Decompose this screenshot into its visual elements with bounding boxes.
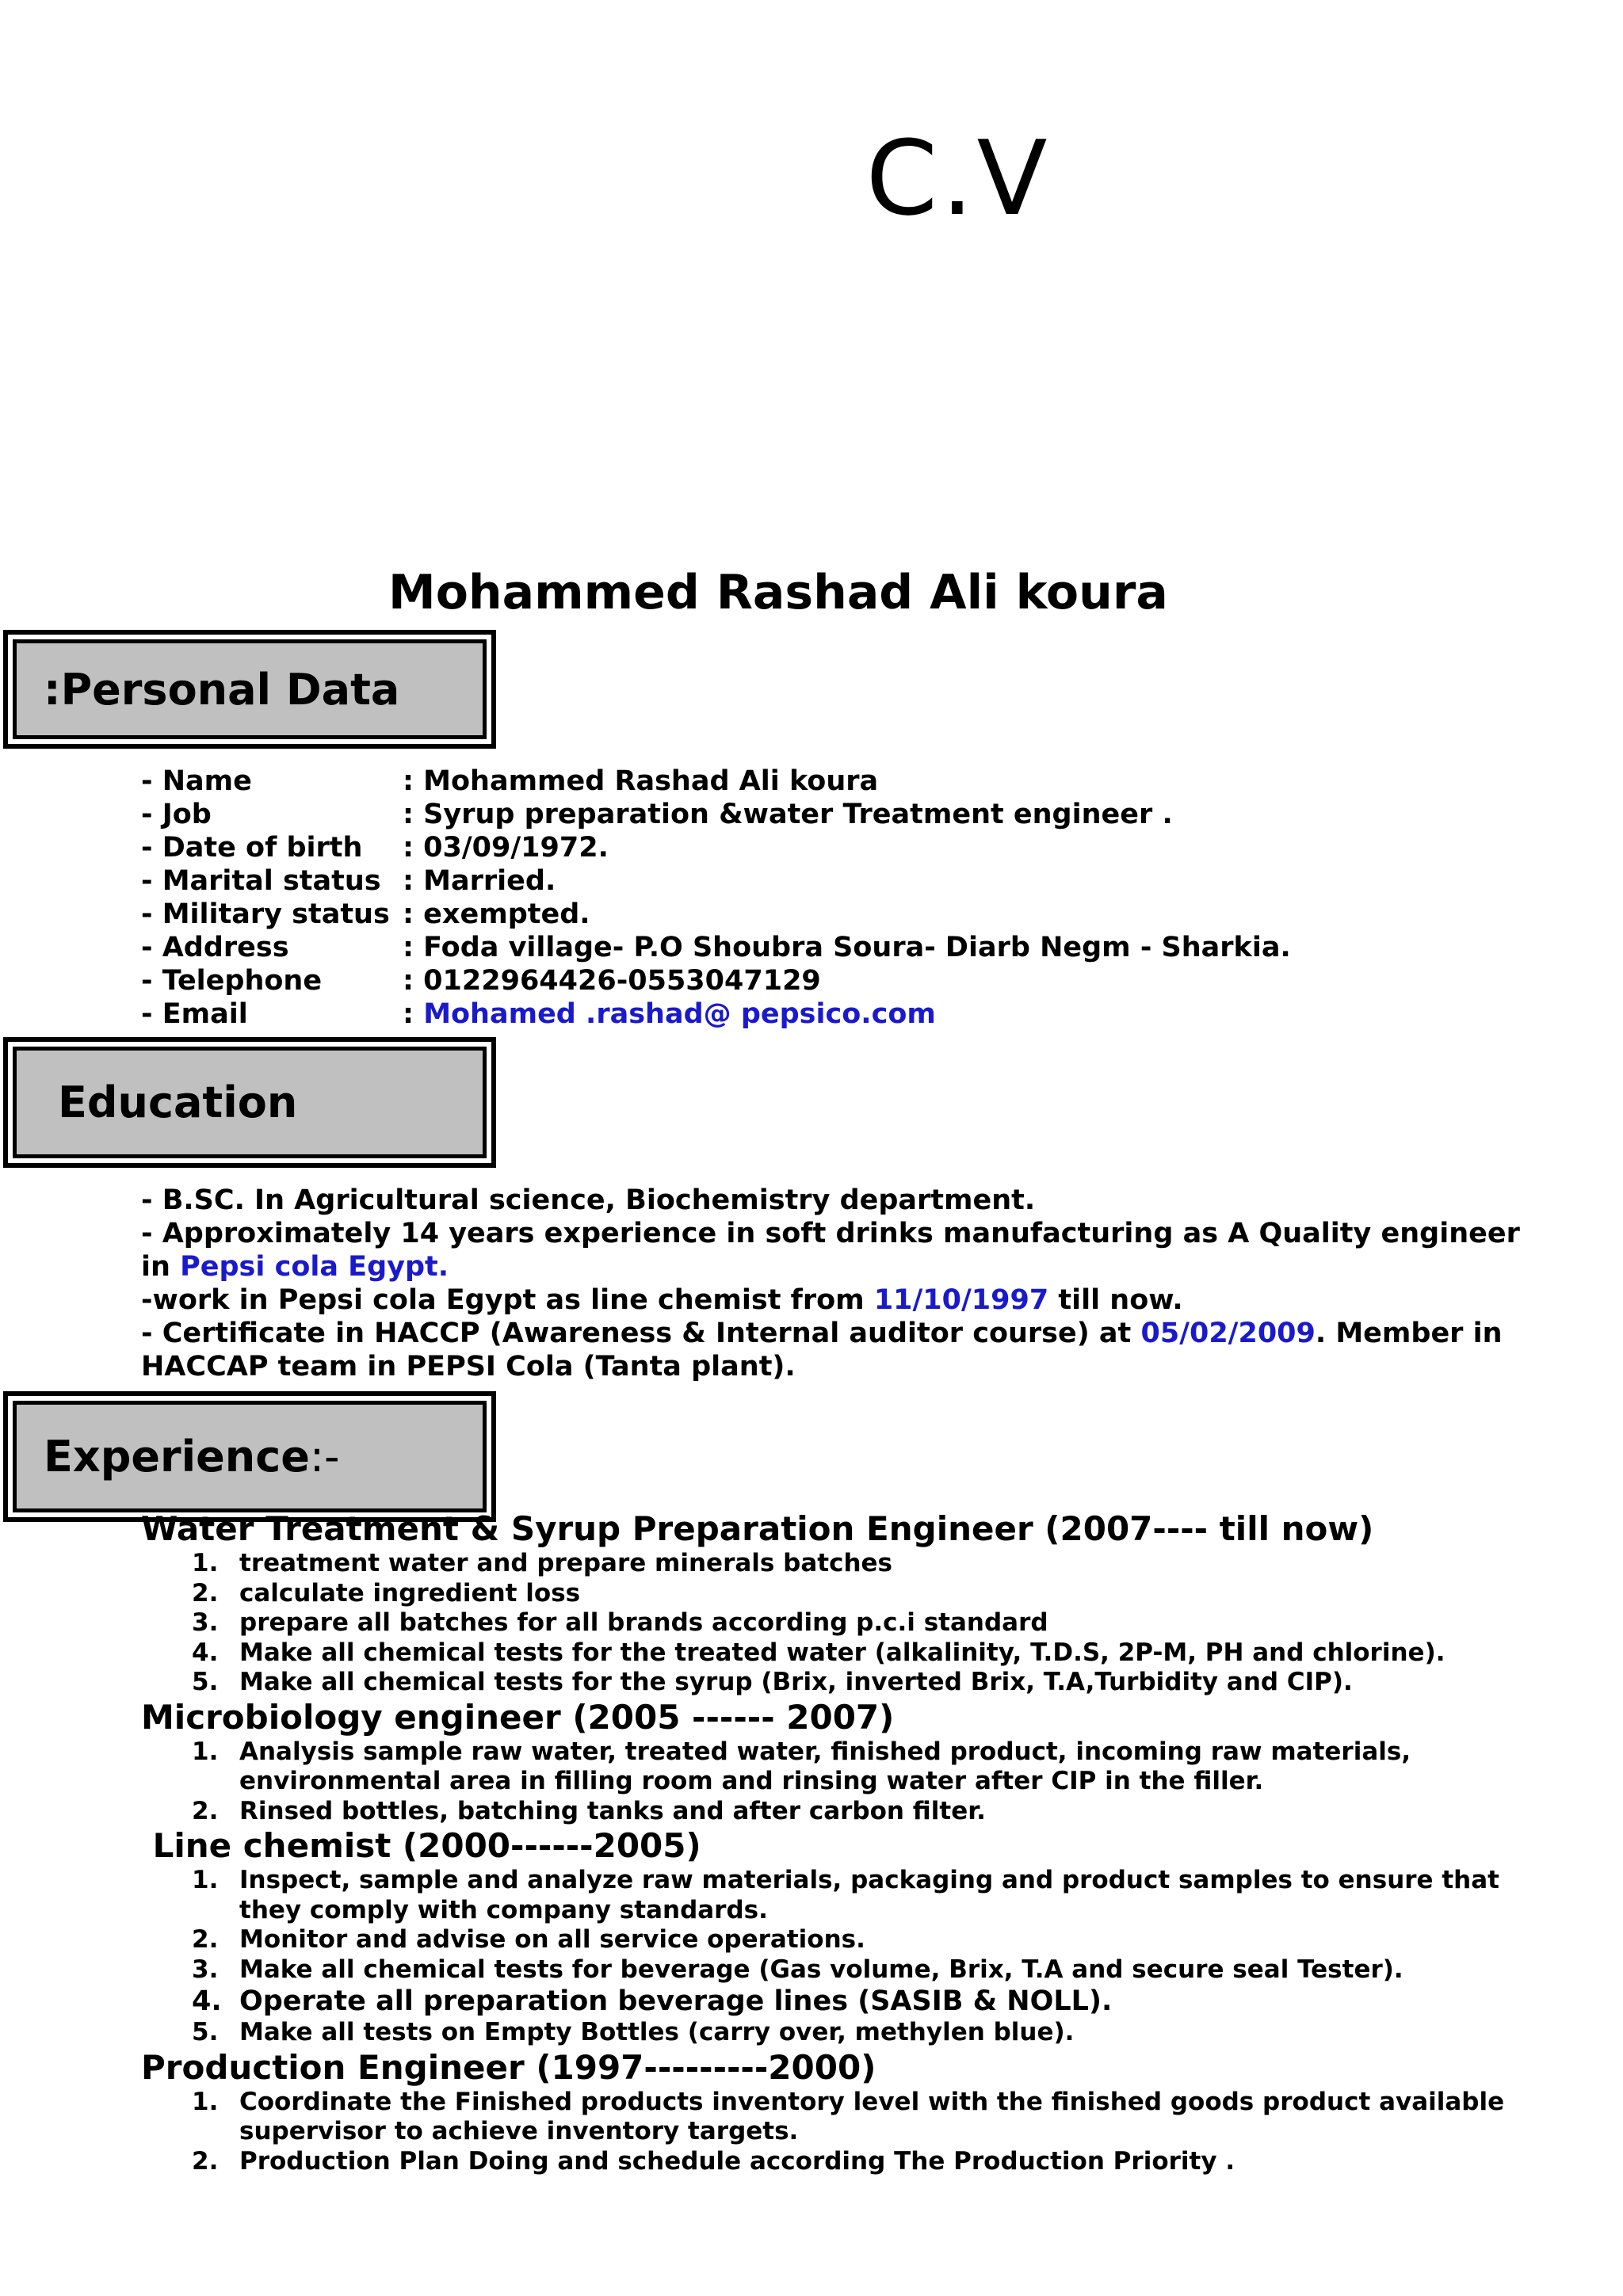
list-item <box>141 2147 1568 2177</box>
personal-row-date-of-birth <box>141 831 1291 864</box>
education-highlight: 11/10/1997 <box>873 1284 1049 1316</box>
education-text: till now. <box>1048 1284 1183 1316</box>
list-item <box>141 1866 1568 1925</box>
personal-label: - Job <box>141 799 212 830</box>
list-number: 2. <box>192 1578 219 1608</box>
list-number: 1. <box>192 2087 219 2116</box>
list-item <box>141 2088 1568 2147</box>
list-number: 1. <box>192 1549 219 1577</box>
personal-row-marital-status <box>141 864 1291 898</box>
personal-value: : 03/09/1972. <box>403 832 609 864</box>
list-number: 1. <box>192 1737 219 1766</box>
job-title: Microbiology engineer (2005 ------ 2007) <box>141 1697 895 1737</box>
education-line <box>141 1283 1536 1317</box>
list-item <box>141 1668 1568 1698</box>
personal-value <box>403 997 936 1031</box>
list-text: Make all tests on Empty Bottles (carry over, methylen blue). <box>239 2018 1075 2046</box>
list-number: 2. <box>192 1796 219 1825</box>
list-item <box>141 1638 1568 1669</box>
education-details <box>141 1184 1536 1383</box>
personal-data-section-header <box>3 630 496 749</box>
list-number: 4. <box>192 1985 222 2017</box>
list-number: 1. <box>192 1866 219 1894</box>
job-duties-list <box>141 1866 1568 2048</box>
education-text: - Certificate in HACCP (Awareness & Internal auditor course) at <box>141 1318 1141 1349</box>
education-text: -work in Pepsi cola Egypt as line chemist from <box>141 1284 874 1316</box>
email-prefix: : <box>403 998 424 1030</box>
job-title: Line chemist (2000------2005) <box>141 1826 701 1865</box>
job-duties-list <box>141 2088 1568 2177</box>
personal-label: - Marital status <box>141 865 381 897</box>
list-text: Analysis sample raw water, treated water, finished product, incoming raw materials, environmental area in filling room and rinsing water after CIP in the filler. <box>239 1737 1411 1795</box>
list-text: calculate ingredient loss <box>239 1578 581 1608</box>
list-number: 3. <box>192 1608 219 1637</box>
list-text: Coordinate the Finished products inventory level with the finished goods product available supervisor to achieve inventory targets. <box>239 2087 1505 2145</box>
list-text: Operate all preparation beverage lines (SASIB & NOLL). <box>239 1985 1113 2017</box>
job-title: Production Engineer (1997---------2000) <box>141 2047 876 2087</box>
list-number: 3. <box>192 1955 219 1984</box>
experience-details <box>141 1509 1568 2176</box>
list-number: 4. <box>192 1638 219 1667</box>
list-item <box>141 1579 1568 1609</box>
personal-row-email <box>141 997 1291 1031</box>
personal-row-job <box>141 798 1291 831</box>
personal-row-telephone <box>141 964 1291 997</box>
list-number: 2. <box>192 1925 219 1954</box>
education-section-header <box>3 1037 496 1168</box>
education-section-label: Education <box>13 1047 487 1158</box>
personal-label: - Military status <box>141 898 390 930</box>
personal-value: : Foda village- P.O Shoubra Soura- Diarb Negm - Sharkia. <box>403 932 1291 963</box>
personal-value: : Mohammed Rashad Ali koura <box>403 765 879 797</box>
list-text: Production Plan Doing and schedule according The Production Priority . <box>239 2146 1235 2176</box>
personal-value: : exempted. <box>403 898 590 930</box>
list-text: Monitor and advise on all service operations. <box>239 1925 865 1954</box>
education-highlight: 05/02/2009 <box>1140 1318 1316 1349</box>
email-link[interactable]: Mohamed .rashad@ pepsico.com <box>423 998 936 1030</box>
personal-label: - Date of birth <box>141 832 363 864</box>
personal-row-name <box>141 765 1291 798</box>
experience-section-label <box>13 1401 487 1512</box>
job-duties-list <box>141 1549 1568 1698</box>
list-text: Rinsed bottles, batching tanks and after carbon filter. <box>239 1796 986 1825</box>
list-item <box>141 1797 1568 1827</box>
personal-label: - Address <box>141 932 289 963</box>
list-text: treatment water and prepare minerals batches <box>239 1549 892 1577</box>
education-text: - B.SC. In Agricultural science, Biochemistry department. <box>141 1184 1036 1216</box>
experience-section-header <box>3 1391 496 1522</box>
list-text: prepare all batches for all brands according p.c.i standard <box>239 1608 1048 1637</box>
personal-value: : 0122964426-0553047129 <box>403 965 821 997</box>
list-item <box>141 1925 1568 1955</box>
education-text: - Approximately 14 years experience in soft drinks manufacturing as A Quality engineer in <box>141 1218 1520 1283</box>
education-highlight: Pepsi cola Egypt. <box>180 1251 449 1283</box>
education-line <box>141 1184 1536 1217</box>
list-text: Make all chemical tests for beverage (Gas volume, Brix, T.A and secure seal Tester). <box>239 1955 1403 1984</box>
list-item <box>141 1608 1568 1638</box>
education-line <box>141 1217 1536 1283</box>
list-text: Make all chemical tests for the treated water (alkalinity, T.D.S, 2P-M, PH and chlorine). <box>239 1638 1445 1667</box>
list-item <box>141 2018 1568 2048</box>
list-number: 2. <box>192 2146 219 2176</box>
experience-label-main: Experience <box>44 1432 310 1482</box>
job-title: Water Treatment & Syrup Preparation Engineer (2007---- till now) <box>141 1509 1374 1548</box>
job-duties-list <box>141 1737 1568 1827</box>
list-text: Inspect, sample and analyze raw materials, packaging and product samples to ensure that they comply with company standards. <box>239 1866 1499 1924</box>
education-line <box>141 1317 1536 1383</box>
personal-row-address <box>141 931 1291 964</box>
person-name-heading: Mohammed Rashad Ali koura <box>388 565 1168 620</box>
personal-row-military-status <box>141 898 1291 931</box>
personal-label: - Name <box>141 765 252 797</box>
personal-value: : Married. <box>403 865 556 897</box>
list-item <box>141 1985 1568 2018</box>
personal-value: : Syrup preparation &water Treatment engineer . <box>403 799 1173 830</box>
personal-data-list <box>141 765 1291 1031</box>
list-item <box>141 1955 1568 1985</box>
list-item <box>141 1737 1568 1797</box>
personal-data-section-label: ‏:Personal Data <box>13 639 487 739</box>
list-item <box>141 1549 1568 1579</box>
list-number: 5. <box>192 1668 219 1696</box>
document-title: C.V <box>865 118 1051 238</box>
experience-label-suffix: :- <box>309 1432 340 1482</box>
list-text: Make all chemical tests for the syrup (Brix, inverted Brix, T.A,Turbidity and CIP). <box>239 1668 1353 1696</box>
personal-label: - Telephone <box>141 965 323 997</box>
personal-label: - Email <box>141 998 248 1030</box>
list-number: 5. <box>192 2018 219 2046</box>
education-text: . Member in HACCAP team in PEPSI Cola (Tanta plant). <box>141 1318 1503 1383</box>
